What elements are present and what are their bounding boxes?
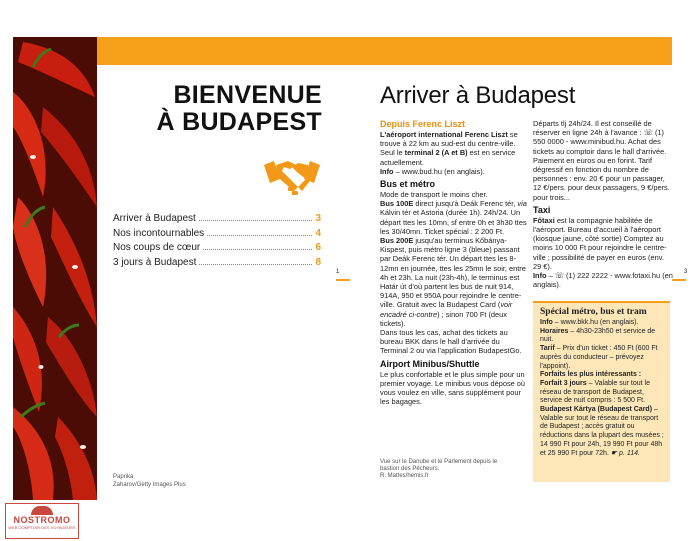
paprika-photo xyxy=(13,37,97,500)
photo-caption-right: Vue sur le Danube et le Parlement depuis le bastion des Pêcheurs. R. Mattes/hemis.fr xyxy=(380,459,498,479)
box-forfaits: Forfaits les plus intéressants : xyxy=(540,371,642,379)
header-bar-right xyxy=(350,37,672,65)
page-number-left: 1 xyxy=(336,269,340,275)
bus-intro: Mode de transport le moins cher. xyxy=(380,190,488,200)
shuttle-text: Le plus confortable et le plus simple pour un premier voyage. Le minibus vous dépose où vous voulez en ville, sans supplément pour les bagages. xyxy=(380,369,526,407)
toc-item-3-jours[interactable]: 3 jours à Budapest 8 xyxy=(113,256,321,268)
heading-airport: Depuis Ferenc Liszt xyxy=(380,119,466,129)
airport-paragraph: L'aéroport international Ferenc Liszt se trouve à 22 km au sud-est du centre-ville. Seul le terminal 2 (A et B) est en service actuellement. xyxy=(380,130,518,167)
logo-mark xyxy=(31,506,53,515)
bus-100e: Bus 100E direct jusqu'à Deák Ferenc tér, via Kálvin tér et Astoria (durée 1h). 24h/24. Un départ ttes les 10mn, sf entre 0h et 3h30 ttes les 30/40mn. Ticket spécial : 2 200 Ft. xyxy=(380,199,527,236)
bus-200e: Bus 200E jusqu'au terminus Kőbánya-Kispest, puis métro ligne 3 (bleue) passant par Deák Ferenc tér. Un départ ttes les 8-12mn en journée, ttes les 25mn le soir, entre 4h et 23h. La nuit (23h-4h), le terminus est Határ út d'où partent les bus de nuit 914, 914A, 950 et 950A pour rejoindre le centre-ville. Gratuit avec la Budapest Card (voir encadré ci-contre) ; sinon 700 Ft (deux tickets). xyxy=(380,236,526,328)
toc-item-incontournables[interactable]: Nos incontournables 4 xyxy=(113,227,321,239)
box-title: Spécial métro, bus et tram xyxy=(540,307,647,317)
box-tarif: Tarif – Prix d'un ticket : 450 Ft (600 Ft auprès du conducteur – prévoyez l'appoint). xyxy=(540,345,658,370)
column-left xyxy=(380,119,528,406)
heading-shuttle: Airport Minibus/Shuttle xyxy=(380,358,480,369)
transport-info-box xyxy=(533,301,670,482)
box-budapest-card: Budapest Kártya (Budapest Card) – Valable sur tout le réseau de transport de Budapest ; accès gratuit ou réductions dans la plupart des musées ; 14 990 Ft pour 24h, 19 990 Ft pour 48h et 25 990 Ft pour 72h. ☛ p. 114. xyxy=(540,406,664,457)
page-number-bar-right xyxy=(672,279,686,281)
page-title-arriver: Arriver à Budapest xyxy=(380,82,576,109)
toc-item-coups-de-coeur[interactable]: Nos coups de cœur 6 xyxy=(113,242,321,253)
handshake-icon xyxy=(262,151,322,201)
page-title-welcome: BIENVENUE À BUDAPEST xyxy=(156,81,322,136)
nostromo-logo: NOSTROMO WEB COMPTOIR DES VOYAGEURS xyxy=(5,503,79,539)
shuttle-continued: Départs tlj 24h/24. Il est conseillé de réserver en ligne 24h à l'avance : ☏ (1) 550 0000 - www.minibud.hu. Achat des tickets au comptoir dans le hall d'arrivée. Paiement en euros ou en forint. Tarif dégressif en fonction du nombre de personnes : env. 20 € pour un passager, 12 €/pers. pour deux passagers, 9 €/pers. pour trois... xyxy=(533,119,670,202)
header-bar-left xyxy=(97,37,350,65)
taxi-paragraph: Főtaxi est la compagnie habilitée de l'aéroport. Bureau d'accueil à l'aéroport (kiosque jaune, côté sortie) Comptez au moins 10 000 Ft pour rejoindre le centre-ville ; possibilité de payer en euros (env. 29 €). xyxy=(533,215,667,271)
box-forfait-3-jours: Forfait 3 jours – Valable sur tout le réseau de transport de Budapest, service de nuit compris : 5 500 Ft. xyxy=(540,379,650,405)
toc-item-arriver[interactable]: Arriver à Budapest 3 xyxy=(113,213,321,224)
page-number-bar-left xyxy=(336,279,350,281)
bus-tickets: Dans tous les cas, achat des tickets au bureau BKK dans le hall d'arrivée du Terminal 2 ou via l'application BudapestGo. xyxy=(380,328,522,356)
column-right xyxy=(533,119,673,289)
airport-info: Info – www.bud.hu (en anglais). xyxy=(380,166,485,176)
taxi-info: Info – ☏ (1) 222 2222 - www.fotaxi.hu (en anglais). xyxy=(533,271,673,290)
table-of-contents xyxy=(113,213,321,271)
heading-bus-metro: Bus et métro xyxy=(380,179,436,190)
photo-caption-left: Paprika Zaharov/Getty Images Plus xyxy=(113,474,186,488)
box-info: Info – www.bkk.hu (en anglais). xyxy=(540,319,639,326)
box-hours: Horaires – 4h30-23h50 et service de nuit. xyxy=(540,327,656,344)
page-number-right: 3 xyxy=(684,269,688,275)
heading-taxi: Taxi xyxy=(533,204,551,215)
